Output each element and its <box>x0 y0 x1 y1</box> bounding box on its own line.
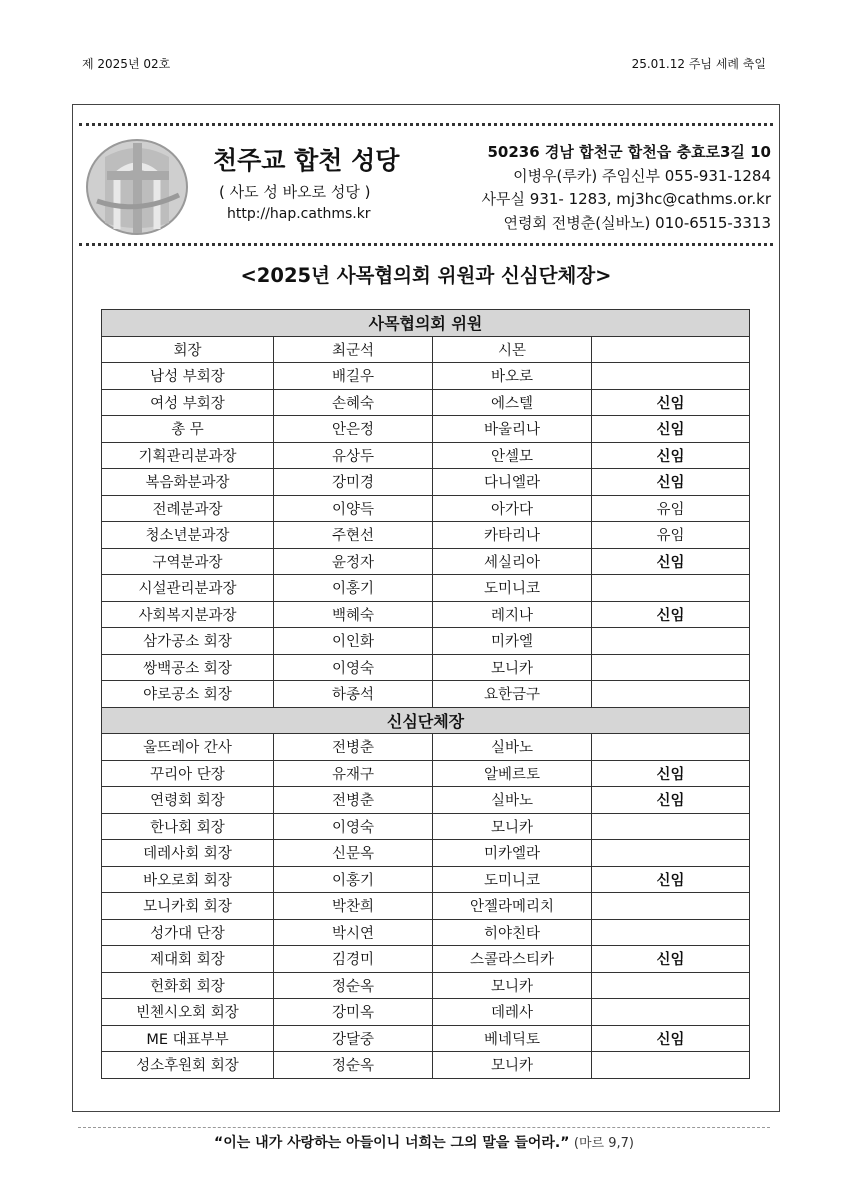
status-cell <box>592 999 750 1026</box>
role-cell: 여성 부회장 <box>102 389 274 416</box>
table-row <box>102 734 750 761</box>
name-cell: 박찬희 <box>274 893 433 920</box>
status-cell <box>592 363 750 390</box>
role-cell: 야로공소 회장 <box>102 681 274 708</box>
name-cell: 김경미 <box>274 946 433 973</box>
baptismal-name-cell: 세실리아 <box>433 548 592 575</box>
table-row <box>102 681 750 708</box>
role-cell: 제대회 회장 <box>102 946 274 973</box>
name-cell: 강미옥 <box>274 999 433 1026</box>
table-row <box>102 628 750 655</box>
name-cell: 이홍기 <box>274 575 433 602</box>
baptismal-name-cell: 카타리나 <box>433 522 592 549</box>
name-cell: 윤정자 <box>274 548 433 575</box>
role-cell: 사회복지분과장 <box>102 601 274 628</box>
issue-date: 25.01.12 주님 세례 축일 <box>631 57 766 71</box>
role-cell: 쌍백공소 회장 <box>102 654 274 681</box>
baptismal-name-cell: 미카엘 <box>433 628 592 655</box>
name-cell: 박시연 <box>274 919 433 946</box>
status-cell <box>592 840 750 867</box>
table-row <box>102 363 750 390</box>
role-cell: 구역분과장 <box>102 548 274 575</box>
name-cell: 강달중 <box>274 1025 433 1052</box>
role-cell: 꾸리아 단장 <box>102 760 274 787</box>
baptismal-name-cell: 바울리나 <box>433 416 592 443</box>
table-row <box>102 919 750 946</box>
role-cell: 총 무 <box>102 416 274 443</box>
name-cell: 주현선 <box>274 522 433 549</box>
contact-info <box>482 141 771 235</box>
baptismal-name-cell: 도미니코 <box>433 866 592 893</box>
name-cell: 하종석 <box>274 681 433 708</box>
status-cell <box>592 1052 750 1079</box>
baptismal-name-cell: 요한금구 <box>433 681 592 708</box>
status-cell: 유임 <box>592 522 750 549</box>
baptismal-name-cell: 실바노 <box>433 787 592 814</box>
role-cell: 청소년분과장 <box>102 522 274 549</box>
table-row <box>102 416 750 443</box>
baptismal-name-cell: 스콜라스티카 <box>433 946 592 973</box>
baptismal-name-cell: 모니카 <box>433 1052 592 1079</box>
baptismal-name-cell: 안셀모 <box>433 442 592 469</box>
table-row <box>102 601 750 628</box>
table-row <box>102 840 750 867</box>
status-cell: 신임 <box>592 416 750 443</box>
status-cell <box>592 575 750 602</box>
table-row <box>102 946 750 973</box>
status-cell <box>592 919 750 946</box>
table-row <box>102 336 750 363</box>
table-row <box>102 442 750 469</box>
status-cell: 신임 <box>592 469 750 496</box>
section-header-row <box>102 707 750 734</box>
footer-divider <box>78 1127 770 1128</box>
council-contact: 연령회 전병춘(실바노) 010-6515-3313 <box>503 213 771 232</box>
table-row <box>102 893 750 920</box>
role-cell: 데레사회 회장 <box>102 840 274 867</box>
church-name: 천주교 합천 성당 <box>213 146 400 175</box>
baptismal-name-cell: 레지나 <box>433 601 592 628</box>
baptismal-name-cell: 알베르토 <box>433 760 592 787</box>
pastor-contact: 이병우(루카) 주임신부 055-931-1284 <box>513 166 771 185</box>
status-cell: 신임 <box>592 760 750 787</box>
section-header-row <box>102 310 750 337</box>
church-logo-icon <box>83 131 191 239</box>
role-cell: 기획관리분과장 <box>102 442 274 469</box>
role-cell: 헌화회 회장 <box>102 972 274 999</box>
quote-reference: (마르 9,7) <box>573 1136 634 1151</box>
name-cell: 이인화 <box>274 628 433 655</box>
table-row <box>102 389 750 416</box>
name-cell: 정순옥 <box>274 972 433 999</box>
name-cell: 이양득 <box>274 495 433 522</box>
name-cell: 유상두 <box>274 442 433 469</box>
issue-number: 제 2025년 02호 <box>82 57 171 71</box>
baptismal-name-cell: 데레사 <box>433 999 592 1026</box>
status-cell <box>592 734 750 761</box>
status-cell: 신임 <box>592 389 750 416</box>
status-cell <box>592 972 750 999</box>
document-title: <2025년 사목협의회 위원과 신심단체장> <box>240 264 612 287</box>
baptismal-name-cell: 바오로 <box>433 363 592 390</box>
table-row <box>102 760 750 787</box>
role-cell: 성가대 단장 <box>102 919 274 946</box>
status-cell: 유임 <box>592 495 750 522</box>
table-row <box>102 1052 750 1079</box>
name-cell: 배길우 <box>274 363 433 390</box>
role-cell: 한나회 회장 <box>102 813 274 840</box>
office-contact: 사무실 931- 1283, mj3hc@cathms.or.kr <box>481 190 771 208</box>
status-cell: 신임 <box>592 787 750 814</box>
status-cell: 신임 <box>592 548 750 575</box>
name-cell: 유재구 <box>274 760 433 787</box>
status-cell <box>592 628 750 655</box>
table-row <box>102 575 750 602</box>
baptismal-name-cell: 에스텔 <box>433 389 592 416</box>
status-cell <box>592 813 750 840</box>
baptismal-name-cell: 아가다 <box>433 495 592 522</box>
status-cell <box>592 681 750 708</box>
baptismal-name-cell: 모니카 <box>433 972 592 999</box>
address: 50236 경남 합천군 합천읍 충효로3길 10 <box>487 143 771 161</box>
baptismal-name-cell: 실바노 <box>433 734 592 761</box>
role-cell: 삼가공소 회장 <box>102 628 274 655</box>
status-cell: 신임 <box>592 946 750 973</box>
table-row <box>102 522 750 549</box>
role-cell: 성소후원회 회장 <box>102 1052 274 1079</box>
baptismal-name-cell: 베네딕토 <box>433 1025 592 1052</box>
name-cell: 강미경 <box>274 469 433 496</box>
status-cell: 신임 <box>592 866 750 893</box>
name-cell: 이영숙 <box>274 654 433 681</box>
role-cell: 시설관리분과장 <box>102 575 274 602</box>
table-row <box>102 495 750 522</box>
church-subtitle: ( 사도 성 바오로 성당 ) <box>219 183 371 201</box>
table-row <box>102 1025 750 1052</box>
role-cell: 울뜨레아 간사 <box>102 734 274 761</box>
roster-table <box>101 309 750 1079</box>
footer-quote <box>0 1132 848 1152</box>
status-cell: 신임 <box>592 1025 750 1052</box>
table-row <box>102 787 750 814</box>
role-cell: ME 대표부부 <box>102 1025 274 1052</box>
name-cell: 전병춘 <box>274 734 433 761</box>
table-row <box>102 999 750 1026</box>
table-row <box>102 866 750 893</box>
table-row <box>102 548 750 575</box>
status-cell <box>592 893 750 920</box>
role-cell: 회장 <box>102 336 274 363</box>
status-cell <box>592 336 750 363</box>
church-url[interactable]: http://hap.cathms.kr <box>227 206 371 222</box>
role-cell: 빈첸시오회 회장 <box>102 999 274 1026</box>
bulletin-frame <box>72 104 780 1112</box>
table-row <box>102 972 750 999</box>
table-row <box>102 654 750 681</box>
baptismal-name-cell: 히야친타 <box>433 919 592 946</box>
name-cell: 정순옥 <box>274 1052 433 1079</box>
baptismal-name-cell: 모니카 <box>433 654 592 681</box>
name-cell: 백혜숙 <box>274 601 433 628</box>
table-row <box>102 813 750 840</box>
section-heading: 신심단체장 <box>102 707 750 734</box>
name-cell: 전병춘 <box>274 787 433 814</box>
baptismal-name-cell: 안젤라메리치 <box>433 893 592 920</box>
baptismal-name-cell: 도미니코 <box>433 575 592 602</box>
status-cell: 신임 <box>592 442 750 469</box>
section-heading: 사목협의회 위원 <box>102 310 750 337</box>
quote-text: “이는 내가 사랑하는 아들이니 너희는 그의 말을 들어라.” <box>214 1135 570 1151</box>
status-cell: 신임 <box>592 601 750 628</box>
role-cell: 복음화분과장 <box>102 469 274 496</box>
name-cell: 최군석 <box>274 336 433 363</box>
dotted-divider <box>79 123 773 126</box>
name-cell: 이홍기 <box>274 866 433 893</box>
name-cell: 손혜숙 <box>274 389 433 416</box>
role-cell: 모니카회 회장 <box>102 893 274 920</box>
baptismal-name-cell: 미카엘라 <box>433 840 592 867</box>
role-cell: 전례분과장 <box>102 495 274 522</box>
dotted-divider <box>79 243 773 246</box>
role-cell: 남성 부회장 <box>102 363 274 390</box>
baptismal-name-cell: 모니카 <box>433 813 592 840</box>
baptismal-name-cell: 시몬 <box>433 336 592 363</box>
table-row <box>102 469 750 496</box>
name-cell: 안은정 <box>274 416 433 443</box>
status-cell <box>592 654 750 681</box>
name-cell: 이영숙 <box>274 813 433 840</box>
name-cell: 신문옥 <box>274 840 433 867</box>
baptismal-name-cell: 다니엘라 <box>433 469 592 496</box>
role-cell: 연령회 회장 <box>102 787 274 814</box>
role-cell: 바오로회 회장 <box>102 866 274 893</box>
